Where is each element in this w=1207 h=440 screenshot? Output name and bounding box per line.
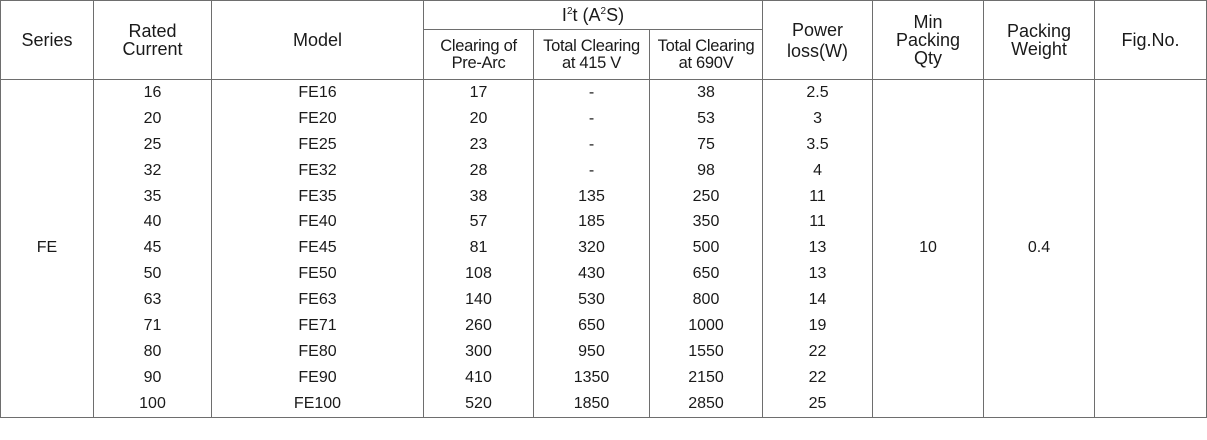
header-rated-current-line1: Rated: [128, 21, 177, 41]
cell-packing-weight: 0.4: [984, 80, 1095, 418]
cell-model: FE32: [212, 158, 424, 184]
header-clearing-pre-arc-line2: Pre-Arc: [451, 53, 506, 72]
cell-min-packing-qty: 10: [873, 80, 984, 418]
cell-power-loss: 19: [763, 313, 873, 339]
cell-model: FE80: [212, 339, 424, 365]
cell-rated-current: 50: [94, 261, 212, 287]
cell-total-clearing-415: 320: [534, 235, 650, 261]
cell-total-clearing-415: 650: [534, 313, 650, 339]
cell-clearing-pre-arc: 108: [424, 261, 534, 287]
header-power-loss-line2: loss(W): [787, 40, 849, 61]
cell-total-clearing-415: 1850: [534, 391, 650, 417]
cell-model: FE16: [212, 80, 424, 106]
header-packing-weight-line1: Packing: [1006, 21, 1072, 41]
cell-total-clearing-690: 53: [650, 106, 763, 132]
header-clearing-pre-arc-line1: Clearing of: [440, 37, 517, 55]
header-total-clearing-415: [534, 30, 650, 80]
header-min-packing-qty-line3: Qty: [914, 48, 943, 68]
cell-fig-no: [1095, 80, 1207, 418]
cell-total-clearing-690: 350: [650, 209, 763, 235]
header-total-clearing-415-line2: at 415 V: [561, 53, 622, 72]
cell-model: FE90: [212, 365, 424, 391]
cell-clearing-pre-arc: 520: [424, 391, 534, 417]
cell-total-clearing-415: 530: [534, 287, 650, 313]
cell-clearing-pre-arc: 28: [424, 158, 534, 184]
cell-rated-current: 35: [94, 184, 212, 210]
cell-rated-current: 90: [94, 365, 212, 391]
cell-rated-current: 20: [94, 106, 212, 132]
cell-rated-current: 80: [94, 339, 212, 365]
cell-total-clearing-690: 650: [650, 261, 763, 287]
cell-power-loss: 3.5: [763, 132, 873, 158]
cell-total-clearing-690: 98: [650, 158, 763, 184]
cell-total-clearing-415: 430: [534, 261, 650, 287]
cell-power-loss: 11: [763, 209, 873, 235]
header-total-clearing-690-line1: Total Clearing: [657, 37, 755, 55]
cell-model: FE50: [212, 261, 424, 287]
header-rated-current-line2: Current: [122, 39, 183, 59]
cell-total-clearing-415: -: [534, 80, 650, 106]
cell-power-loss: 22: [763, 339, 873, 365]
cell-power-loss: 13: [763, 261, 873, 287]
cell-total-clearing-690: 250: [650, 184, 763, 210]
header-clearing-pre-arc: [424, 30, 534, 80]
cell-total-clearing-690: 500: [650, 235, 763, 261]
i2t-sup2: 2: [600, 6, 607, 17]
cell-clearing-pre-arc: 140: [424, 287, 534, 313]
cell-model: FE63: [212, 287, 424, 313]
cell-power-loss: 14: [763, 287, 873, 313]
cell-clearing-pre-arc: 410: [424, 365, 534, 391]
header-min-packing-qty: [873, 1, 984, 80]
cell-rated-current: 100: [94, 391, 212, 417]
header-total-clearing-690-line2: at 690V: [678, 53, 734, 72]
cell-rated-current: 25: [94, 132, 212, 158]
cell-clearing-pre-arc: 23: [424, 132, 534, 158]
i2t-sup1: 2: [566, 6, 573, 17]
header-packing-weight-line2: Weight: [1011, 39, 1067, 59]
cell-power-loss: 13: [763, 235, 873, 261]
cell-power-loss: 25: [763, 391, 873, 417]
cell-power-loss: 3: [763, 106, 873, 132]
cell-total-clearing-690: 38: [650, 80, 763, 106]
header-min-packing-qty-line2: Packing: [895, 30, 961, 50]
header-series: Series: [1, 1, 94, 80]
cell-total-clearing-690: 2150: [650, 365, 763, 391]
cell-power-loss: 4: [763, 158, 873, 184]
cell-rated-current: 32: [94, 158, 212, 184]
cell-power-loss: 22: [763, 365, 873, 391]
i2t-pre: I: [561, 5, 567, 25]
cell-total-clearing-415: -: [534, 132, 650, 158]
cell-power-loss: 2.5: [763, 80, 873, 106]
header-i2t: [424, 1, 763, 30]
cell-model: FE71: [212, 313, 424, 339]
cell-clearing-pre-arc: 260: [424, 313, 534, 339]
header-fig-no: Fig.No.: [1095, 1, 1207, 80]
cell-model: FE35: [212, 184, 424, 210]
cell-total-clearing-415: 185: [534, 209, 650, 235]
cell-total-clearing-415: 1350: [534, 365, 650, 391]
header-power-loss: [763, 1, 873, 80]
cell-rated-current: 45: [94, 235, 212, 261]
cell-total-clearing-415: 135: [534, 184, 650, 210]
cell-rated-current: 63: [94, 287, 212, 313]
header-packing-weight: [984, 1, 1095, 80]
cell-model: FE25: [212, 132, 424, 158]
header-rated-current: [94, 1, 212, 80]
cell-clearing-pre-arc: 20: [424, 106, 534, 132]
cell-model: FE100: [212, 391, 424, 417]
cell-model: FE20: [212, 106, 424, 132]
header-power-loss-line1: Power: [792, 19, 844, 40]
header-total-clearing-415-line1: Total Clearing: [543, 37, 640, 55]
cell-total-clearing-690: 1000: [650, 313, 763, 339]
cell-clearing-pre-arc: 57: [424, 209, 534, 235]
header-model: Model: [212, 1, 424, 80]
cell-clearing-pre-arc: 300: [424, 339, 534, 365]
cell-model: FE40: [212, 209, 424, 235]
cell-series: FE: [1, 80, 94, 418]
cell-clearing-pre-arc: 81: [424, 235, 534, 261]
cell-rated-current: 71: [94, 313, 212, 339]
i2t-post: S): [606, 5, 625, 25]
cell-rated-current: 16: [94, 80, 212, 106]
table-row: [1, 80, 1207, 106]
i2t-mid: t (A: [572, 5, 601, 25]
cell-total-clearing-690: 2850: [650, 391, 763, 417]
header-min-packing-qty-line1: Min: [913, 12, 943, 32]
cell-total-clearing-415: 950: [534, 339, 650, 365]
cell-total-clearing-690: 75: [650, 132, 763, 158]
table-body: [1, 80, 1207, 418]
cell-rated-current: 40: [94, 209, 212, 235]
header-total-clearing-690: [650, 30, 763, 80]
cell-clearing-pre-arc: 38: [424, 184, 534, 210]
cell-total-clearing-690: 800: [650, 287, 763, 313]
cell-power-loss: 11: [763, 184, 873, 210]
cell-model: FE45: [212, 235, 424, 261]
cell-total-clearing-415: -: [534, 106, 650, 132]
cell-total-clearing-415: -: [534, 158, 650, 184]
cell-clearing-pre-arc: 17: [424, 80, 534, 106]
cell-total-clearing-690: 1550: [650, 339, 763, 365]
